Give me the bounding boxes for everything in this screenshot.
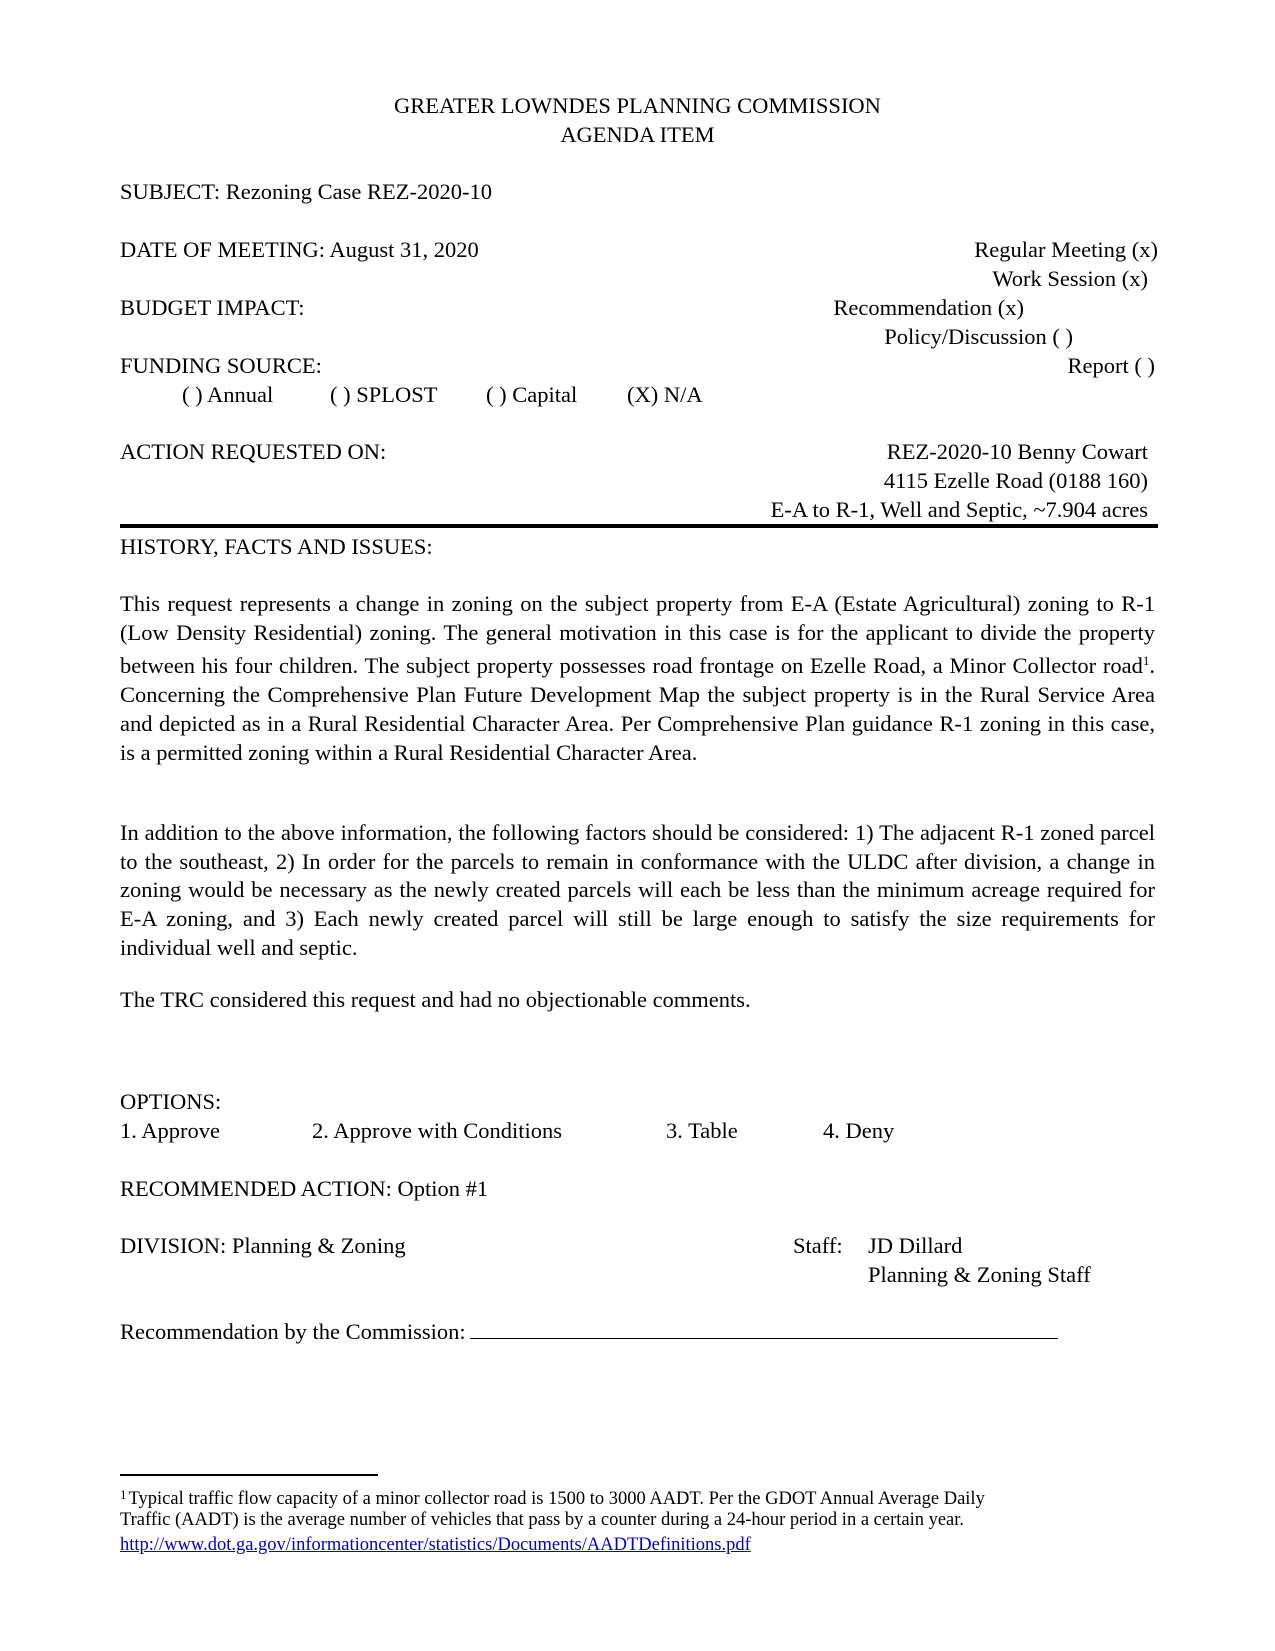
action-zoning-change: E-A to R-1, Well and Septic, ~7.904 acres [770, 497, 1148, 522]
section-divider [120, 524, 1158, 528]
funding-option-annual: ( ) Annual [182, 382, 274, 407]
funding-option-capital: ( ) Capital [486, 382, 578, 407]
budget-impact-label: BUDGET IMPACT: [120, 295, 305, 320]
recommended-action: RECOMMENDED ACTION: Option #1 [120, 1176, 489, 1201]
footnote-separator [120, 1474, 378, 1476]
footnote-line-1: $^1$ Typical traffic flow capacity of a minor collector road is 1500 to 3000 AADT. Per the GDOT Annual Average Daily [120, 1487, 985, 1509]
option-approve-with-conditions: 2. Approve with Conditions [312, 1118, 563, 1143]
history-paragraph-2: In addition to the above information, the following factors should be considered: 1) The adjacent R-1 zoned parcel to the southeast, 2) In order for the parcels to remain in conformance with the ULDC after division, a change in zoning would be necessary as the newly created parcels will each be less than the minimum acreage required for E-A zoning, and 3) Each newly created parcel will still be large enough to satisfy the size requirements for individual well and septic. [120, 820, 1155, 960]
meeting-type-regular: Regular Meeting (x) [974, 237, 1158, 262]
meeting-type-work-session: Work Session (x) [992, 266, 1148, 291]
options-label: OPTIONS: [120, 1089, 222, 1114]
header-title: GREATER LOWNDES PLANNING COMMISSION [394, 93, 881, 118]
meeting-type-report: Report ( ) [1067, 353, 1155, 378]
funding-option-splost: ( ) SPLOST [330, 382, 438, 407]
commission-recommendation-blank [470, 1318, 1058, 1339]
footnote-link-line [120, 1533, 751, 1559]
footnote-link[interactable]: http://www.dot.ga.gov/informationcenter/statistics/Documents/AADTDefinitions.pdf [120, 1535, 751, 1555]
action-address: 4115 Ezelle Road (0188 160) [883, 468, 1148, 493]
commission-recommendation: Recommendation by the Commission: [120, 1318, 1058, 1345]
option-approve: 1. Approve [120, 1118, 220, 1143]
staff-label: Staff: [793, 1233, 843, 1258]
subject-line: SUBJECT: Rezoning Case REZ-2020-10 [120, 179, 492, 204]
action-requested-label: ACTION REQUESTED ON: [120, 439, 387, 464]
division: DIVISION: Planning & Zoning [120, 1233, 406, 1258]
history-paragraph-1: This request represents a change in zoning on the subject property from E-A (Estate Agricultural) zoning to R-1 (Low Density Residential) zoning. The general motivation in this case is for the applicant to divide the property between his four children. The subject property possesses road frontage on Ezelle Road, a Minor Collector road$^1$. Concerning the Comprehensive Plan Future Development Map the subject property is in the Rural Service Area and depicted as in a Rural Residential Character Area. Per Comprehensive Plan guidance R-1 zoning in this case, is a permitted zoning within a Rural Residential Character Area. [120, 591, 1155, 765]
footnote-line-2: Traffic (AADT) is the average number of vehicles that pass by a counter during a 24-hour period in a certain year. [120, 1510, 965, 1530]
funding-source-label: FUNDING SOURCE: [120, 353, 322, 378]
action-case: REZ-2020-10 Benny Cowart [886, 439, 1148, 464]
footnote-reference: 1 [1142, 653, 1150, 669]
date-of-meeting: DATE OF MEETING: August 31, 2020 [120, 237, 479, 262]
header-subtitle: AGENDA ITEM [560, 122, 715, 147]
history-paragraph-3: The TRC considered this request and had no objectionable comments. [120, 987, 751, 1012]
footnote-marker: 1 [120, 1487, 127, 1502]
staff-title: Planning & Zoning Staff [868, 1262, 1091, 1287]
meeting-type-recommendation: Recommendation (x) [833, 295, 1024, 320]
funding-option-na: (X) N/A [627, 382, 703, 407]
meeting-type-policy-discussion: Policy/Discussion ( ) [884, 324, 1073, 349]
staff-name: JD Dillard [868, 1233, 963, 1258]
history-heading: HISTORY, FACTS AND ISSUES: [120, 534, 433, 559]
option-table: 3. Table [666, 1118, 738, 1143]
option-deny: 4. Deny [823, 1118, 895, 1143]
